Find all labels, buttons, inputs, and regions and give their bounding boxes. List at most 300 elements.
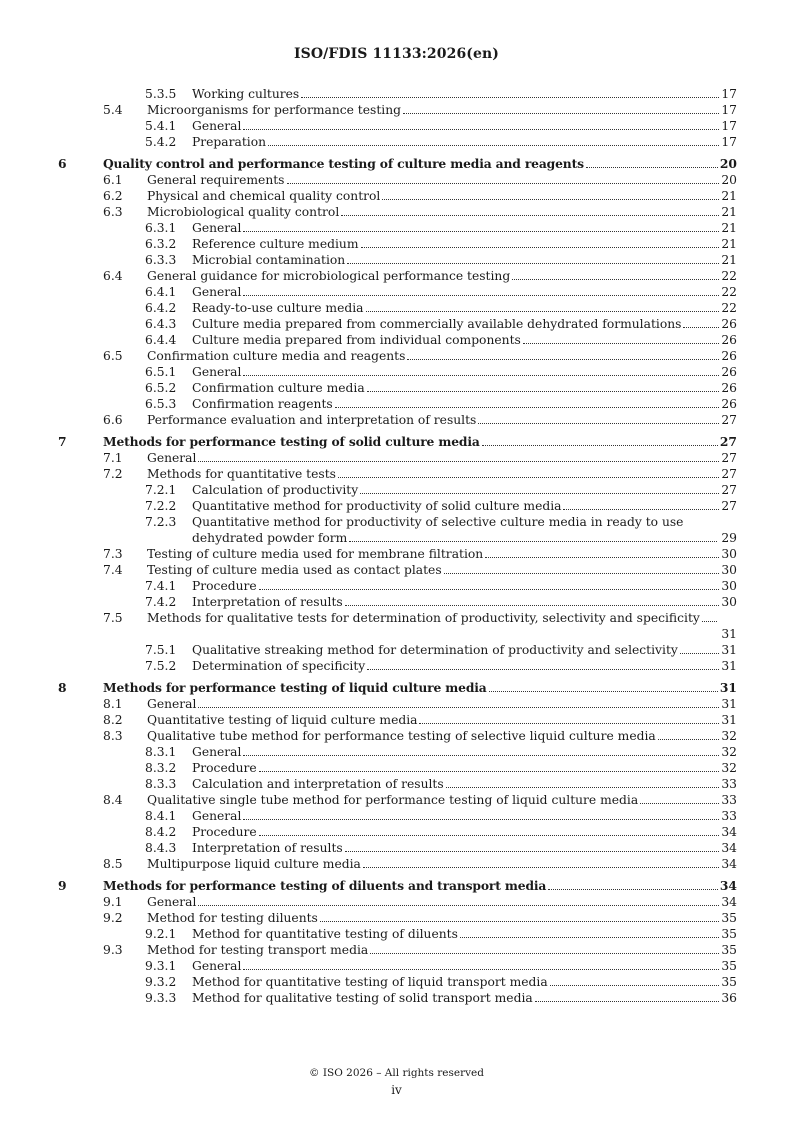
toc-entry[interactable] (0, 466, 793, 482)
toc-entry-number: 8.2 (103, 713, 123, 727)
toc-entry-page: 29 (721, 531, 737, 545)
toc-entry-body (147, 562, 737, 578)
toc-entry-title: Testing of culture media used for membrane filtration (147, 547, 484, 561)
toc-entry-number: 8.3.1 (145, 745, 177, 759)
toc-entry-page: 21 (721, 253, 737, 267)
dot-leader (702, 621, 717, 622)
toc-entry-title: Method for testing transport media (147, 943, 369, 957)
toc-entry-page: 36 (721, 991, 737, 1005)
dot-leader (407, 359, 719, 360)
toc-entry[interactable] (0, 300, 793, 316)
toc-entry-number: 7.2.1 (145, 483, 177, 497)
dot-leader (259, 589, 719, 590)
toc-entry-body (192, 300, 737, 316)
dot-leader (586, 167, 718, 168)
dot-leader (512, 279, 719, 280)
toc-entry-title: Method for testing diluents (147, 911, 318, 925)
toc-entry-number: 8.3 (103, 729, 123, 743)
toc-entry-body (147, 268, 737, 284)
toc-entry[interactable] (0, 434, 793, 450)
dot-leader (523, 343, 719, 344)
toc-entry-title: Methods for performance testing of liquid culture media (103, 680, 487, 695)
toc-entry-page: 21 (721, 237, 737, 251)
toc-entry-title: General (192, 119, 242, 133)
toc-entry[interactable] (0, 776, 793, 792)
toc-entry-page: 34 (721, 825, 737, 839)
toc-entry-number: 9.3 (103, 943, 123, 957)
toc-entry[interactable] (0, 856, 793, 872)
toc-entry-title: Method for quantitative testing of diluents (192, 927, 458, 941)
toc-entry-body (147, 348, 737, 364)
toc-entry-page: 35 (721, 911, 737, 925)
toc-entry[interactable] (0, 728, 793, 744)
dot-leader (198, 461, 719, 462)
toc-entry-number: 7.5.2 (145, 659, 177, 673)
toc-entry[interactable] (0, 284, 793, 300)
page-number: iv (391, 1083, 402, 1097)
toc-entry-number: 6.3.2 (145, 237, 177, 251)
toc-entry-page: 27 (721, 483, 737, 497)
toc-entry-number: 7.4 (103, 563, 123, 577)
toc-entry[interactable] (0, 840, 793, 856)
toc-entry[interactable] (0, 332, 793, 348)
toc-entry-title: Confirmation reagents (192, 397, 333, 411)
toc-entry-body (147, 546, 737, 562)
toc-entry-number: 7.5.1 (145, 643, 177, 657)
toc-entry[interactable] (0, 364, 793, 380)
toc-entry-title: Culture media prepared from individual components (192, 333, 521, 347)
toc-entry[interactable] (0, 380, 793, 396)
dot-leader (485, 557, 719, 558)
toc-entry-title: Quality control and performance testing of culture media and reagents (103, 156, 584, 171)
toc-entry-number: 8.4.1 (145, 809, 177, 823)
toc-entry-title: General requirements (147, 173, 285, 187)
toc-entry[interactable] (0, 268, 793, 284)
toc-entry-body (192, 824, 737, 840)
toc-entry-body (192, 284, 737, 300)
toc-entry-body (103, 878, 737, 894)
toc-entry-title: Performance evaluation and interpretation of results (147, 413, 477, 427)
toc-entry-title: Qualitative streaking method for determination of productivity and selectivity (192, 643, 678, 657)
dot-leader (345, 851, 719, 852)
dot-leader (548, 889, 718, 890)
toc-entry[interactable] (0, 610, 793, 642)
dot-leader (640, 803, 719, 804)
toc-entry[interactable] (0, 974, 793, 990)
toc-entry-page: 35 (721, 943, 737, 957)
dot-leader (301, 97, 719, 98)
toc-entry-title: Culture media prepared from commercially available dehydrated formulations (192, 317, 682, 331)
toc-entry-title: Reference culture medium (192, 237, 359, 251)
toc-entry-number: 8.3.3 (145, 777, 177, 791)
toc-entry-page: 35 (721, 975, 737, 989)
toc-entry-page: 17 (721, 103, 737, 117)
dot-leader (198, 707, 719, 708)
toc-entry[interactable] (0, 316, 793, 332)
toc-entry-number: 9.3.1 (145, 959, 177, 973)
dot-leader (341, 215, 719, 216)
dot-leader (347, 263, 719, 264)
toc-entry-title: Interpretation of results (192, 595, 343, 609)
toc-entry-number: 6.3.1 (145, 221, 177, 235)
toc-entry-page: 26 (721, 333, 737, 347)
toc-entry-page: 32 (721, 745, 737, 759)
toc-entry-body (192, 642, 737, 658)
toc-entry-number: 5.4.1 (145, 119, 177, 133)
toc-entry-number: 6.5.2 (145, 381, 177, 395)
dot-leader (680, 653, 719, 654)
toc-entry-page: 31 (721, 713, 737, 727)
toc-entry-number: 5.4.2 (145, 135, 177, 149)
toc-entry[interactable] (0, 102, 793, 118)
toc-entry-title: General (192, 959, 242, 973)
toc-entry-body (192, 926, 737, 942)
toc-entry-page: 27 (719, 434, 737, 449)
toc-entry-body (192, 252, 737, 268)
dot-leader (382, 199, 719, 200)
toc-entry-number: 6.4.1 (145, 285, 177, 299)
toc-entry-page: 31 (719, 680, 737, 695)
toc-entry-body (147, 466, 737, 482)
toc-entry-title: General (192, 809, 242, 823)
toc-entry-body (192, 594, 737, 610)
toc-entry-page: 21 (721, 189, 737, 203)
toc-entry[interactable] (0, 396, 793, 412)
toc-entry-page: 30 (721, 563, 737, 577)
toc-entry-title: Ready-to-use culture media (192, 301, 364, 315)
dot-leader (550, 985, 719, 986)
dot-leader (478, 423, 719, 424)
toc-entry-number: 8.4 (103, 793, 123, 807)
toc-entry-number: 6 (58, 156, 67, 171)
toc-entry-title: General (192, 365, 242, 379)
toc-entry-number: 8.4.2 (145, 825, 177, 839)
toc-entry-title: Procedure (192, 761, 257, 775)
toc-entry-page: 30 (721, 579, 737, 593)
toc-entry-title: General (192, 285, 242, 299)
toc-entry-number: 9.2.1 (145, 927, 177, 941)
toc-entry-body (147, 894, 737, 910)
toc-entry-body (147, 942, 737, 958)
toc-entry-number: 6.4 (103, 269, 123, 283)
dot-leader (683, 327, 719, 328)
dot-leader (460, 937, 719, 938)
dot-leader (444, 573, 719, 574)
toc-entry-number: 7.3 (103, 547, 123, 561)
toc-entry-number: 7.5 (103, 611, 123, 625)
toc-entry-body (192, 776, 737, 792)
dot-leader (349, 541, 717, 542)
toc-entry-title: Quantitative testing of liquid culture media (147, 713, 418, 727)
toc-entry-page: 31 (721, 697, 737, 711)
dot-leader (366, 311, 720, 312)
toc-entry-body (103, 434, 737, 450)
toc-entry[interactable] (0, 156, 793, 172)
toc-entry[interactable] (0, 696, 793, 712)
dot-leader (243, 969, 719, 970)
toc-entry-number: 6.6 (103, 413, 123, 427)
toc-entry-page: 33 (721, 809, 737, 823)
toc-entry-body (147, 610, 737, 642)
toc-entry-number: 7.2 (103, 467, 123, 481)
toc-entry[interactable] (0, 642, 793, 658)
toc-entry-page: 31 (721, 627, 737, 641)
toc-entry-page: 34 (721, 857, 737, 871)
toc-entry-number: 9.3.3 (145, 991, 177, 1005)
toc-entry-title: Qualitative tube method for performance testing of selective liquid culture media (147, 729, 656, 743)
toc-entry-body (192, 332, 737, 348)
toc-entry[interactable] (0, 680, 793, 696)
dot-leader (259, 835, 719, 836)
toc-entry-body (192, 990, 737, 1006)
toc-entry-page: 22 (721, 285, 737, 299)
toc-entry-number: 8.1 (103, 697, 123, 711)
toc-entry-number: 7.4.1 (145, 579, 177, 593)
toc-entry[interactable] (0, 204, 793, 220)
toc-entry-body (147, 792, 737, 808)
toc-entry-page: 31 (721, 643, 737, 657)
toc-entry-body (192, 958, 737, 974)
dot-leader (403, 113, 719, 114)
toc-entry-page: 27 (721, 451, 737, 465)
dot-leader (243, 231, 719, 232)
dot-leader (367, 391, 719, 392)
toc-entry-title: Microbial contamination (192, 253, 346, 267)
toc-entry-number: 7.2.2 (145, 499, 177, 513)
toc-entry[interactable] (0, 658, 793, 674)
toc-entry-body (192, 658, 737, 674)
dot-leader (287, 183, 720, 184)
toc-entry-body (192, 236, 737, 252)
toc-entry[interactable] (0, 760, 793, 776)
toc-entry[interactable] (0, 188, 793, 204)
toc-entry[interactable] (0, 546, 793, 562)
dot-leader (198, 905, 719, 906)
toc-entry-page: 17 (721, 119, 737, 133)
toc-entry-body (147, 712, 737, 728)
toc-entry-page: 26 (721, 317, 737, 331)
toc-entry-number: 6.5.3 (145, 397, 177, 411)
toc-entry-number: 7.1 (103, 451, 123, 465)
toc-entry[interactable] (0, 220, 793, 236)
toc-entry-body (147, 696, 737, 712)
toc-entry-page: 30 (721, 595, 737, 609)
dot-leader (535, 1001, 719, 1002)
toc-entry-page: 27 (721, 467, 737, 481)
table-of-contents (0, 86, 793, 1006)
toc-entry-title: General (147, 697, 197, 711)
dot-leader (338, 477, 719, 478)
toc-entry-body (147, 188, 737, 204)
toc-entry[interactable] (0, 824, 793, 840)
toc-entry-page: 35 (721, 959, 737, 973)
dot-leader (268, 145, 719, 146)
dot-leader (367, 669, 719, 670)
toc-entry-page: 26 (721, 349, 737, 363)
toc-entry-title: Methods for performance testing of solid culture media (103, 434, 480, 449)
dot-leader (370, 953, 719, 954)
toc-entry-page: 20 (719, 156, 737, 171)
toc-entry-body (192, 134, 737, 150)
toc-entry-number: 7 (58, 434, 67, 449)
toc-entry-number: 8.4.3 (145, 841, 177, 855)
toc-entry[interactable] (0, 236, 793, 252)
toc-entry-title: General guidance for microbiological performance testing (147, 269, 511, 283)
toc-entry[interactable] (0, 744, 793, 760)
toc-entry-title: Testing of culture media used as contact plates (147, 563, 442, 577)
toc-entry-body (147, 728, 737, 744)
toc-entry-title: Microorganisms for performance testing (147, 103, 402, 117)
toc-entry-number: 9 (58, 878, 67, 893)
toc-entry-body (192, 578, 737, 594)
toc-entry-page: 34 (721, 895, 737, 909)
toc-entry[interactable] (0, 412, 793, 428)
toc-entry-page: 17 (721, 87, 737, 101)
toc-entry[interactable] (0, 942, 793, 958)
toc-entry[interactable] (0, 252, 793, 268)
toc-entry-title: Procedure (192, 579, 257, 593)
toc-entry-number: 9.2 (103, 911, 123, 925)
toc-entry-title: Method for qualitative testing of solid transport media (192, 991, 533, 1005)
toc-entry-page: 30 (721, 547, 737, 561)
toc-entry-number: 8.3.2 (145, 761, 177, 775)
toc-entry-number: 5.3.5 (145, 87, 177, 101)
toc-entry[interactable] (0, 910, 793, 926)
toc-entry-page: 26 (721, 397, 737, 411)
toc-entry-body (192, 744, 737, 760)
toc-entry-body (192, 514, 737, 546)
toc-entry[interactable] (0, 562, 793, 578)
toc-entry-page: 33 (721, 777, 737, 791)
toc-entry-title: Methods for qualitative tests for determination of productivity, selectivity and specificity (147, 611, 700, 625)
toc-entry-body (147, 910, 737, 926)
toc-entry-title: Multipurpose liquid culture media (147, 857, 361, 871)
toc-entry-number: 6.3 (103, 205, 123, 219)
dot-leader (243, 295, 719, 296)
toc-entry-title: General (147, 451, 197, 465)
toc-entry-body (192, 498, 737, 514)
toc-entry-title: Quantitative method for productivity of selective culture media in ready to use dehydrated powder form (192, 515, 684, 545)
toc-entry-number: 6.3.3 (145, 253, 177, 267)
toc-entry[interactable] (0, 926, 793, 942)
toc-entry[interactable] (0, 594, 793, 610)
toc-entry-title: General (147, 895, 197, 909)
dot-leader (243, 755, 719, 756)
toc-entry-body (192, 760, 737, 776)
toc-entry-page: 27 (721, 413, 737, 427)
toc-entry-title: Methods for quantitative tests (147, 467, 336, 481)
toc-entry-number: 6.5.1 (145, 365, 177, 379)
toc-entry-number: 9.3.2 (145, 975, 177, 989)
toc-entry[interactable] (0, 134, 793, 150)
toc-entry-body (147, 856, 737, 872)
dot-leader (243, 129, 719, 130)
toc-entry-number: 9.1 (103, 895, 123, 909)
toc-entry[interactable] (0, 712, 793, 728)
toc-entry-page: 20 (721, 173, 737, 187)
toc-entry[interactable] (0, 514, 793, 546)
toc-entry-number: 6.4.3 (145, 317, 177, 331)
toc-entry[interactable] (0, 958, 793, 974)
toc-entry-title: Calculation and interpretation of results (192, 777, 444, 791)
toc-entry-body (147, 450, 737, 466)
toc-entry-number: 6.5 (103, 349, 123, 363)
toc-entry[interactable] (0, 878, 793, 894)
copyright-notice: © ISO 2026 – All rights reserved (309, 1067, 484, 1079)
toc-entry-title: Preparation (192, 135, 267, 149)
toc-entry-title: Qualitative single tube method for performance testing of liquid culture media (147, 793, 639, 807)
toc-entry-title: Procedure (192, 825, 257, 839)
dot-leader (320, 921, 719, 922)
toc-entry[interactable] (0, 118, 793, 134)
toc-entry-title: Methods for performance testing of diluents and transport media (103, 878, 547, 893)
toc-entry-title: General (192, 221, 242, 235)
toc-entry-title: Quantitative method for productivity of solid culture media (192, 499, 562, 513)
toc-entry[interactable] (0, 808, 793, 824)
toc-entry[interactable] (0, 894, 793, 910)
dot-leader (658, 739, 719, 740)
toc-entry-number: 8 (58, 680, 67, 695)
dot-leader (563, 509, 719, 510)
toc-entry-page: 31 (721, 659, 737, 673)
dot-leader (361, 247, 719, 248)
toc-entry-title: Calculation of productivity (192, 483, 359, 497)
toc-entry-body (192, 840, 737, 856)
dot-leader (360, 493, 719, 494)
toc-entry-page: 34 (719, 878, 737, 893)
toc-entry-number: 8.5 (103, 857, 123, 871)
toc-entry-title: Physical and chemical quality control (147, 189, 381, 203)
dot-leader (489, 691, 718, 692)
toc-entry-page: 26 (721, 381, 737, 395)
toc-entry-title: Working cultures (192, 87, 300, 101)
toc-entry-body (192, 316, 737, 332)
dot-leader (363, 867, 719, 868)
toc-entry-number: 7.2.3 (145, 515, 177, 529)
toc-entry-body (192, 220, 737, 236)
toc-entry[interactable] (0, 172, 793, 188)
toc-entry-body (192, 974, 737, 990)
dot-leader (259, 771, 719, 772)
page-footer (0, 1067, 793, 1097)
toc-entry-body (147, 204, 737, 220)
toc-entry[interactable] (0, 348, 793, 364)
toc-entry[interactable] (0, 990, 793, 1006)
toc-entry[interactable] (0, 450, 793, 466)
dot-leader (446, 787, 719, 788)
toc-entry-page: 22 (721, 269, 737, 283)
toc-entry-page: 32 (721, 761, 737, 775)
toc-entry-number: 6.2 (103, 189, 123, 203)
toc-entry-body (103, 156, 737, 172)
toc-entry[interactable] (0, 792, 793, 808)
toc-entry-title: Confirmation culture media (192, 381, 365, 395)
toc-entry[interactable] (0, 578, 793, 594)
dot-leader (345, 605, 719, 606)
toc-entry[interactable] (0, 482, 793, 498)
toc-entry-body (147, 412, 737, 428)
toc-entry-page: 27 (721, 499, 737, 513)
toc-entry[interactable] (0, 498, 793, 514)
toc-entry[interactable] (0, 86, 793, 102)
dot-leader (482, 445, 718, 446)
toc-entry-number: 5.4 (103, 103, 123, 117)
toc-entry-title: Microbiological quality control (147, 205, 340, 219)
toc-entry-title: Determination of specificity (192, 659, 366, 673)
toc-entry-title: Method for quantitative testing of liquid transport media (192, 975, 548, 989)
document-header (0, 46, 793, 62)
toc-entry-body (147, 102, 737, 118)
